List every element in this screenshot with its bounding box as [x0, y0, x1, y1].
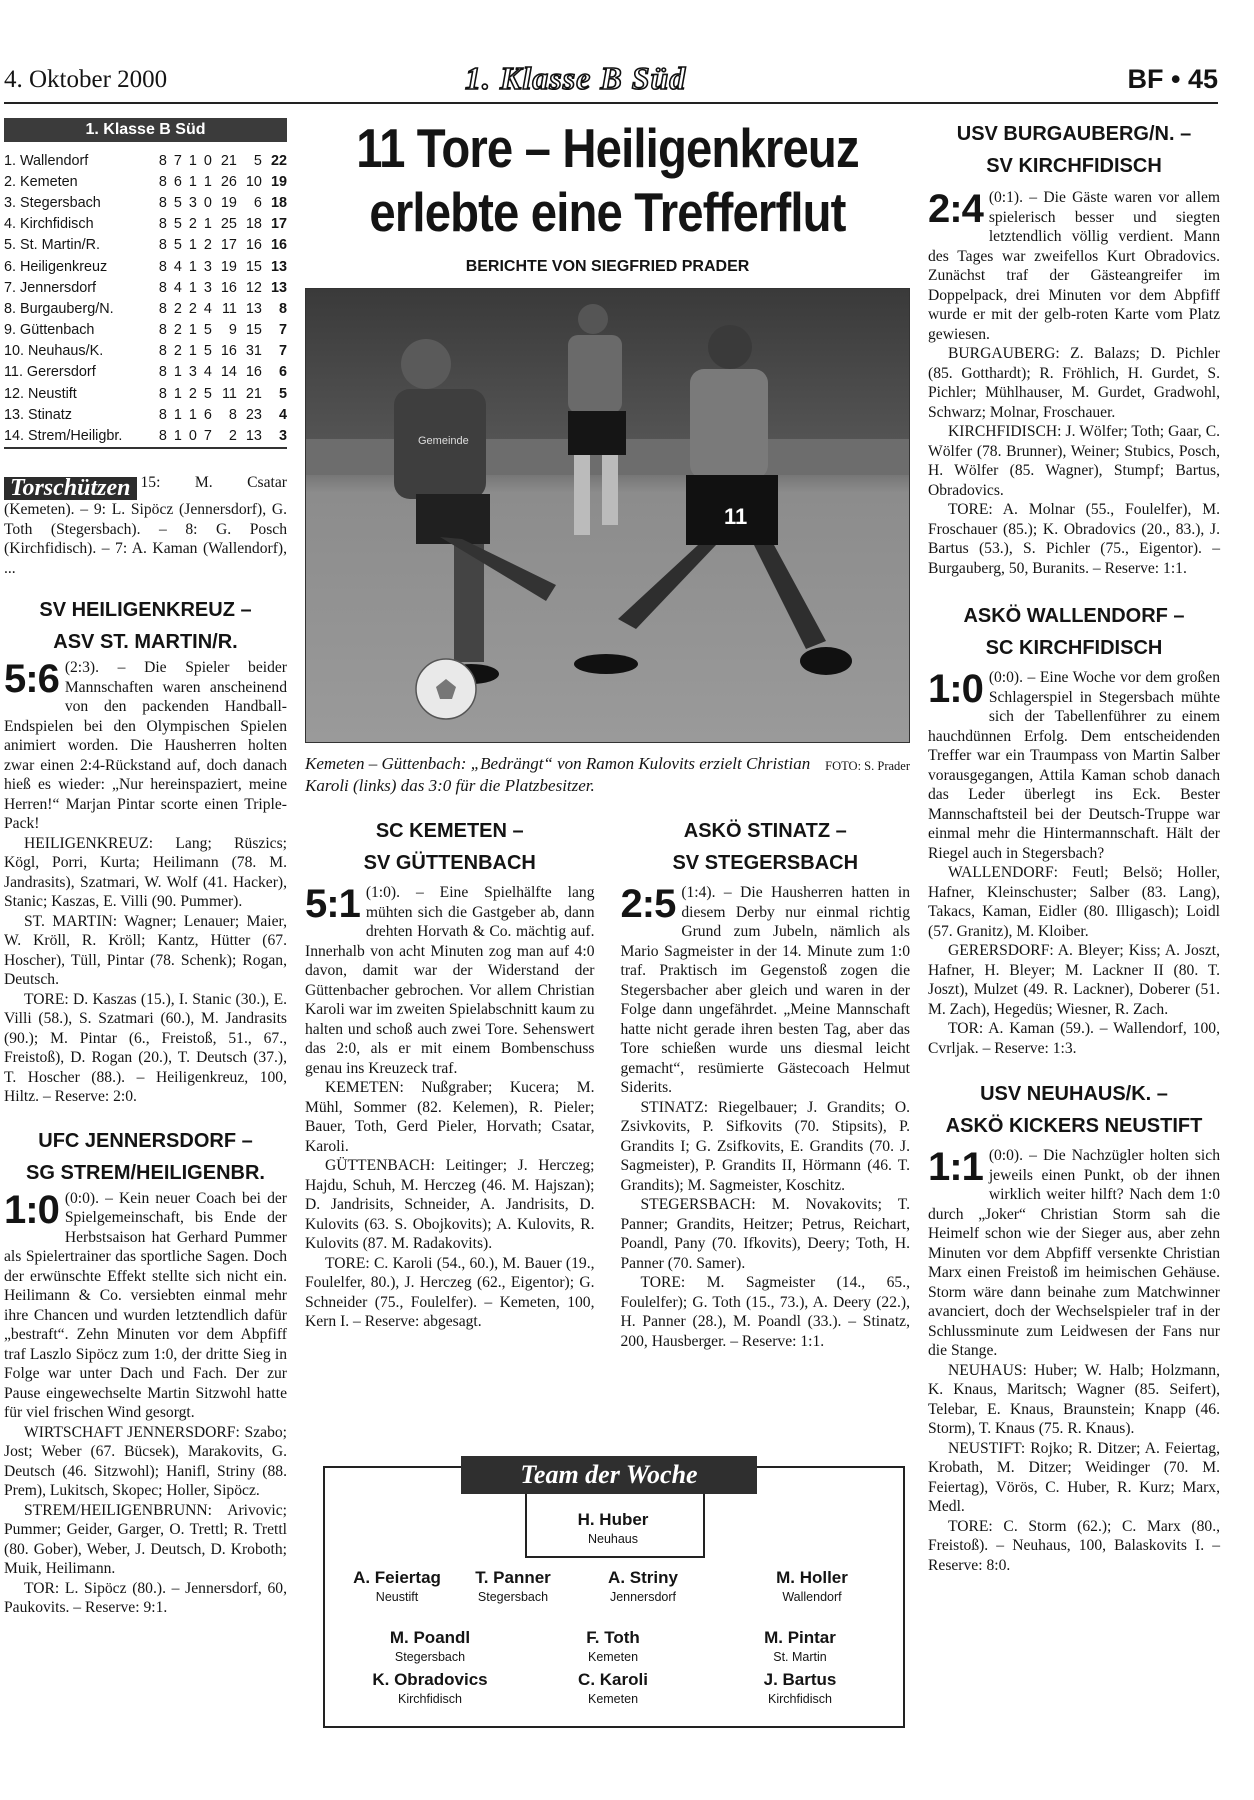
stat-cell: 26 [220, 173, 237, 190]
standings-row [4, 383, 287, 404]
report-text: (2:3). – Die Spieler beider Mannschaften waren anscheinend von den packenden Handball-Endspielen bei den Olympischen Spielen animiert worden. Die Hausherren holten zwar einen 2:4-Rückstand auf, doch danach hieß es wieder: „Nur hereinspaziert, meine Herren!“ Marjan Pintar scorte einen Triple-Pack! [4, 659, 287, 833]
match-heading-away: SV STEGERSBACH [672, 852, 859, 874]
report-text: (0:0). – Kein neuer Coach bei der Spielgemeinschaft, bis Ende der Herbstsaison hat Gerhard Pummer als Spielertrainer das sportliche Sagen. Doch der erwünschte Effekt stellte sich nicht ein. Heilimann & Co. versiebten einmal mehr ihre Chancen und wurden letztendlich dafür „bestraft“. Zehn Minuten vor dem Abpfiff traf Laszlo Sipöcz zum 1:0, der dritte Sieg in Folge war unter Dach und Fach. Der zur Pause eingewechselte Martin Sitzwohl hatte für viel frischen Wind gesorgt. [4, 1189, 287, 1422]
match-heading-home: SV HEILIGENKREUZ – [39, 599, 252, 622]
match-heading-away: SV KIRCHFIDISCH [986, 155, 1162, 177]
match-score: 1:0 [928, 667, 983, 711]
stat-cell: 1 [188, 343, 197, 360]
headline-line-1: 11 Tore – Heiligenkreuz [356, 117, 859, 179]
player-midfielder: F. Toth Kemeten [586, 1628, 640, 1664]
goals: TORE: A. Molnar (55., Foulelfer), M. Froschauer (85.); K. Obradovics (20., 83.), J. Bartus (53.), S. Pichler (75., Eigentor). – Burgauberg, 50, Buranits. – Reserve: 1:1. [928, 501, 1220, 577]
team-name: 9. Güttenbach [4, 322, 95, 339]
match-heading-away: SV GÜTTENBACH [363, 852, 536, 874]
stat-cell: 8 [158, 152, 167, 169]
stat-cell: 8 [158, 194, 167, 211]
stat-cell: 2 [188, 216, 197, 233]
player-goalkeeper: H. Huber Neuhaus [577, 1510, 649, 1546]
stat-cell: 14 [220, 364, 237, 381]
stat-cell: 4 [203, 364, 212, 381]
points: 7 [278, 322, 287, 339]
standings-row [4, 256, 287, 277]
standings-table [4, 150, 287, 449]
player-defender: T. Panner Stegersbach [475, 1568, 551, 1604]
football-players-illustration [306, 289, 910, 742]
match-photo [305, 288, 910, 743]
lineup-home: WALLENDORF: Feutl; Belsö; Holler, Hafner, Kleinschuster; Salber (83. Lang), Takacs, Kaman, Eidler (80. Illigasch); Loidl (57. Granitz), M. Kloiber. [928, 864, 1220, 940]
match-heading-away: SG STREM/HEILIGENBR. [26, 1161, 265, 1184]
stat-cell: 7 [173, 152, 182, 169]
article-heiligenkreuz [4, 594, 287, 1107]
byline: BERICHTE VON SIEGFRIED PRADER [465, 258, 750, 275]
stat-cell: 8 [228, 406, 237, 423]
top-scorers-label: Torschützen [4, 477, 137, 501]
stat-cell: 4 [203, 300, 212, 317]
stat-cell: 4 [173, 258, 182, 275]
stat-cell: 1 [203, 173, 212, 190]
stat-cell: 1 [188, 279, 197, 296]
player-forward: J. Bartus Kirchfidisch [763, 1670, 837, 1706]
article-neuhaus [928, 1078, 1220, 1575]
stat-cell: 16 [245, 237, 262, 254]
stat-cell: 7 [197, 425, 212, 447]
match-heading-away: ASV ST. MARTIN/R. [53, 631, 238, 654]
article-kemeten [305, 815, 595, 1351]
points: 13 [270, 279, 287, 296]
photo-caption [305, 753, 910, 797]
stat-cell: 5 [203, 385, 212, 402]
stat-cell: 1 [188, 406, 197, 423]
stat-cell: 1 [173, 406, 182, 423]
stat-cell: 2 [212, 425, 237, 447]
stat-cell: 8 [158, 216, 167, 233]
team-name: 7. Jennersdorf [4, 279, 96, 296]
lineup-away: STEGERSBACH: M. Novakovits; T. Panner; Grandits, Heitzer; Petrus, Reichart, Poandl, Pany (70. Ifkovits), Deery; Toth, H. Panner (70. Samer). [620, 1196, 910, 1272]
points: 7 [278, 343, 287, 360]
stat-cell: 21 [220, 152, 237, 169]
stat-cell: 6 [173, 173, 182, 190]
stat-cell: 2 [173, 322, 182, 339]
lineup-away: STREM/HEILIGENBRUNN: Arivovic; Pummer; Geider, Garger, O. Trettl; R. Trettl (80. Gober), Weber, J. Deutsch, D. Kroboth; Muik, Heilimann. [4, 1501, 287, 1578]
standings-row [4, 277, 287, 298]
points: 8 [278, 300, 287, 317]
page-number: BF • 45 [1127, 64, 1218, 94]
lineup-home: BURGAUBERG: Z. Balazs; D. Pichler (85. Gotthardt); R. Fröhlich, H. Gurdet, S. Pichler; Mühlhauser, M. Gurdet, Gradwohl, Schwarz; Molnar, Froschauer. [928, 345, 1220, 421]
stat-cell: 2 [173, 343, 182, 360]
stat-cell: 5 [203, 343, 212, 360]
stat-cell: 11 [221, 300, 237, 317]
stat-cell: 18 [245, 216, 262, 233]
standings-row [4, 214, 287, 235]
player-defender: M. Holler Wallendorf [776, 1568, 848, 1604]
football [416, 659, 476, 719]
stat-cell: 21 [245, 385, 262, 402]
stat-cell: 1 [188, 152, 197, 169]
standings-title: 1. Klasse B Süd [4, 118, 287, 142]
lineup-away: KIRCHFIDISCH: J. Wölfer; Toth; Gaar, C. Wölfer (78. Brunner), Weiner; Stubics, Posch, H. Wölfer (85. Wagner), Stumpf; Bartus, Obradovics. [928, 423, 1220, 499]
left-column [4, 118, 287, 1618]
caption-text: Kemeten – Güttenbach: „Bedrängt“ von Ramon Kulovits erzielt Christian Karoli (links) das 3:0 für die Platzbesitzer. [305, 754, 811, 795]
stat-cell: 2 [188, 385, 197, 402]
stat-cell: 12 [245, 279, 262, 296]
points: 17 [270, 216, 287, 233]
stat-cell: 5 [173, 194, 182, 211]
player-midfielder: M. Poandl Stegersbach [389, 1628, 471, 1664]
stat-cell: 13 [237, 425, 262, 447]
top-scorers [4, 473, 287, 579]
standings-row [4, 150, 287, 171]
player-defender: A. Striny Jennersdorf [608, 1568, 678, 1604]
lineup-home: NEUHAUS: Huber; W. Halb; Holzmann, K. Knaus, Maritsch; Wagner (85. Seifert), Telebar, E. Knaus, Braunstein; Knapp (46. Storm), T. Knaus (75. R. Knaus). [928, 1361, 1220, 1437]
stat-cell: 8 [152, 425, 167, 447]
article-burgauberg [928, 118, 1220, 578]
stat-cell: 2 [173, 300, 182, 317]
stat-cell: 1 [167, 425, 182, 447]
lineup-away: NEUSTIFT: Rojko; R. Ditzer; A. Feiertag, Krobath, M. Ditzer; Weidinger (70. M. Feiertag), Vörös, C. Huber, R. Kurz; Marx, Medl. [928, 1439, 1220, 1515]
team-of-the-week-title: Team der Woche [461, 1456, 757, 1494]
stat-cell: 15 [245, 258, 262, 275]
stat-cell: 1 [188, 173, 197, 190]
team-name: 11. Gerersdorf [4, 364, 96, 381]
match-score: 5:1 [305, 882, 360, 926]
team-name: 14. Strem/Heiligbr. [4, 425, 152, 447]
match-heading-home: SC KEMETEN – [375, 820, 524, 842]
match-heading-away: ASKÖ KICKERS NEUSTIFT [945, 1115, 1203, 1137]
stat-cell: 8 [158, 279, 167, 296]
standings-row [4, 171, 287, 192]
team-name: 3. Stegersbach [4, 194, 101, 211]
player-forward: C. Karoli Kemeten [578, 1670, 648, 1706]
center-articles [305, 815, 910, 1351]
match-score: 5:6 [4, 657, 59, 702]
player-midfielder: M. Pintar St. Martin [764, 1628, 836, 1664]
goals: TORE: D. Kaszas (15.), I. Stanic (30.), E. Villi (58.), S. Szatmari (60.), M. Jandrasits (90.); M. Pintar (6., Freistoß, 51., 67., Freistoß), D. Rogan (20.), T. Deutsch (37.), T. Hoscher (88.). – Heiligenkreuz, 100, Hiltz. – Reserve: 2:0. [4, 990, 287, 1106]
headline-line-2: erlebte eine Trefferflut [369, 181, 846, 243]
standings-row [4, 362, 287, 383]
match-heading-home: USV NEUHAUS/K. – [980, 1083, 1168, 1105]
stat-cell: 1 [188, 237, 197, 254]
stat-cell: 16 [220, 343, 237, 360]
team-name: 2. Kemeten [4, 173, 78, 190]
standings-row [4, 341, 287, 362]
player-forward: K. Obradovics Kirchfidisch [372, 1670, 488, 1706]
goals: TOR: L. Sipöcz (80.). – Jennersdorf, 60, Paukovits. – Reserve: 9:1. [4, 1579, 287, 1617]
team-name: 8. Burgauberg/N. [4, 300, 114, 317]
shirt-sponsor: Gemeinde [418, 435, 469, 447]
lineup-away: GERERSDORF: A. Bleyer; Kiss; A. Joszt, Hafner, H. Bleyer; M. Lackner II (80. T. Joszt), Mulzet (49. R. Lackner), Doberer (51. M. Zach), Hegedüs; Wiesner, R. Zach. [928, 942, 1220, 1018]
stat-cell: 15 [245, 322, 262, 339]
team-name: 13. Stinatz [4, 406, 72, 423]
stat-cell: 1 [173, 364, 182, 381]
points: 4 [278, 406, 287, 423]
issue-date: 4. Oktober 2000 [4, 66, 168, 93]
article-stinatz [621, 815, 911, 1351]
lineup-away: GÜTTENBACH: Leitinger; J. Herczeg; Hajdu, Schuh, M. Herczeg (46. M. Hajszan); D. Jandrisits, Schneider, A. Jandrisits, D. Kulovits (63. S. Obojkovits); A. Kulovits, R. Kulovits (87. M. Radakovits). [305, 1157, 595, 1252]
stat-cell: 4 [173, 279, 182, 296]
lineup-home: STINATZ: Riegelbauer; J. Grandits; O. Zsivkovits, P. Sifkovits (70. Stipsits), P. Grandits I; G. Zsifkovits, E. Grandits (70. J. Sagmeister), P. Grandits II, Hörmann (46. T. Grandits); M. Sagmeister, Koschitz. [620, 1098, 910, 1194]
points: 22 [270, 152, 287, 169]
points: 13 [270, 258, 287, 275]
team-name: 4. Kirchfidisch [4, 216, 94, 233]
stat-cell: 2 [203, 237, 212, 254]
points: 19 [270, 173, 287, 190]
article-jennersdorf [4, 1125, 287, 1618]
stat-cell: 13 [245, 300, 262, 317]
report-text: (1:0). – Eine Spielhälfte lang mühten sich die Gastgeber ab, dann drehten Horvath & Co. mächtig auf. Innerhalb von acht Minuten zog man auf 4:0 davon, damit war der Widerstand der Güttenbacher gebrochen. Vor allem Christian Karoli war im zweiten Spielabschnitt kaum zu halten und schoß auch zwei Tore. Sehenswert das 2:0, als er mit einem Bombenschuss genau ins Kreuzeck traf. [305, 884, 595, 1077]
stat-cell: 23 [245, 406, 262, 423]
lineup-home: HEILIGENKREUZ: Lang; Rüszics; Kögl, Porri, Kurta; Heilimann (78. M. Jandrasits), Szatmari, W. Wolf (41. Hacker), Stanic; Kaszas, E. Villi (90. Pummer). [4, 834, 287, 911]
points: 3 [262, 425, 287, 447]
stat-cell: 3 [188, 364, 197, 381]
team-name: 5. St. Martin/R. [4, 237, 100, 254]
match-score: 2:5 [620, 882, 676, 926]
stat-cell: 1 [188, 258, 197, 275]
team-of-the-week [323, 1460, 905, 1728]
match-heading-home: ASKÖ WALLENDORF – [963, 605, 1185, 627]
report-text: (0:1). – Die Gäste waren vor allem spielerisch besser und siegten letztendlich völlig verdient. Mann des Tages war zweifellos Kurt Obradovics. Zunächst traf der Gästeangreifer im Doppelpack, drei Minuten vor dem Abpfiff wurde er mit der gelb-roten Karte vom Platz gewiesen. [928, 189, 1220, 343]
standings-row [4, 235, 287, 256]
right-column [928, 118, 1220, 1575]
stat-cell: 0 [203, 194, 212, 211]
header-rule [4, 102, 1218, 104]
lineup-home: KEMETEN: Nußgraber; Kucera; M. Mühl, Sommer (82. Kelemen), R. Pieler; Bauer, Toth, Gerd Pieler, Horvath; Csatar, Karoli. [305, 1079, 595, 1155]
lineup-away: ST. MARTIN: Wagner; Lenauer; Maier, W. Kröll, R. Kröll; Kantz, Hütter (67. Hoscher), Tüll, Pintar (78. Schenk); Rogan, Deutsch. [4, 912, 287, 989]
match-score: 2:4 [928, 187, 983, 231]
stat-cell: 8 [158, 258, 167, 275]
points: 5 [278, 385, 287, 402]
stat-cell: 5 [173, 216, 182, 233]
stat-cell: 8 [158, 173, 167, 190]
standings-row [4, 425, 287, 447]
points: 18 [270, 194, 287, 211]
points: 16 [270, 237, 287, 254]
match-score: 1:0 [4, 1187, 59, 1232]
stat-cell: 10 [245, 173, 262, 190]
report-text: (0:0). – Eine Woche vor dem großen Schlagerspiel in Stegersbach mühte sich der Tabellenführer zu einem hauchdünnen Erfolg. Dem entscheidenden Treffer war ein Traumpass von Martin Salber vorausgegangen, Attila Kaman schob danach das Leder überlegt ins Eck. Bester Mannschaftsteil bei der Deutsch-Truppe war einmal mehr die Hintermannschaft. Hält der Riegel auch in Stegersbach? [928, 669, 1220, 862]
standings-row [4, 404, 287, 425]
stat-cell: 8 [158, 406, 167, 423]
stat-cell: 6 [253, 194, 262, 211]
stat-cell: 2 [188, 300, 197, 317]
article-wallendorf [928, 600, 1220, 1058]
stat-cell: 1 [188, 322, 197, 339]
standings-row [4, 298, 287, 319]
team-name: 12. Neustift [4, 385, 77, 402]
goals: TORE: C. Karoli (54., 60.), M. Bauer (19., Foulelfer, 80.), J. Herczeg (62., Eigentor); G. Schneider (75., Foulelfer). – Kemeten, 100, Kern I. – Reserve: abgesagt. [305, 1254, 595, 1330]
stat-cell: 3 [203, 258, 212, 275]
photo-credit: FOTO: S. Prader [825, 759, 910, 773]
match-score: 1:1 [928, 1145, 983, 1189]
stat-cell: 0 [182, 425, 197, 447]
player-defender: A. Feiertag Neustift [353, 1568, 441, 1604]
stat-cell: 8 [158, 364, 167, 381]
section-title: 1. Klasse B Süd [465, 60, 687, 96]
stat-cell: 16 [220, 279, 237, 296]
stat-cell: 19 [220, 194, 237, 211]
stat-cell: 0 [203, 152, 212, 169]
report-text: (0:0). – Die Nachzügler holten sich jeweils einen Punkt, ob der ihnen wirklich weiter hilft? Nach dem 1:0 durch „Joker“ Christian Storm sah die Heimelf schon wie der Sieger aus, aber zehn Minuten vor dem Abpfiff versenkte Christian Marx einen Freistoß im heimischen Gehäuse. Storm wäre dann beinahe zum Matchwinner avanciert, doch der Wechselspieler traf in der Schlussminute zum Leidwesen der Fans nur die Stange. [928, 1147, 1220, 1359]
lineup-home: WIRTSCHAFT JENNERSDORF: Szabo; Jost; Weber (67. Bücsek), Marakovits, G. Deutsch (46. Sitzwohl); Hanifl, Striny (88. Prem), Lukitsch, Skopec; Holler, Sipöcz. [4, 1423, 287, 1500]
stat-cell: 8 [158, 237, 167, 254]
stat-cell: 3 [188, 194, 197, 211]
report-text: (1:4). – Die Hausherren hatten in diesem Derby nur einmal richtig Grund zum Jubeln, nämlich als Mario Sagmeister in der 14. Minute zum 1:0 traf. Praktisch im Gegenstoß zogen die Stegersbacher aber gleich und waren in der Folge dann ungefährdet. „Meine Mannschaft hatte nicht gerade ihren besten Tag, aber das Tore schießen wurde uns diesmal leicht gemacht“, resümierte Gästecoach Helmut Siderits. [620, 884, 910, 1096]
center-column [305, 118, 910, 1351]
goals: TORE: C. Storm (62.); C. Marx (80., Freistoß). – Neuhaus, 100, Balaskovits I. – Reserve: 8:0. [928, 1517, 1220, 1574]
team-name: 1. Wallendorf [4, 152, 89, 169]
goals: TORE: M. Sagmeister (14., 65., Foulelfer); G. Toth (15., 73.), A. Deery (22.), H. Panner (28.), M. Poandl (33.). – Stinatz, 200, Hausberger. – Reserve: 1:1. [620, 1274, 910, 1350]
stat-cell: 8 [158, 343, 167, 360]
match-heading-home: ASKÖ STINATZ – [683, 820, 847, 842]
stat-cell: 31 [245, 343, 262, 360]
team-name: 10. Neuhaus/K. [4, 343, 104, 360]
stat-cell: 17 [220, 237, 237, 254]
stat-cell: 16 [245, 364, 262, 381]
stat-cell: 5 [203, 322, 212, 339]
standings-row [4, 320, 287, 341]
stat-cell: 8 [158, 300, 167, 317]
match-heading-home: USV BURGAUBERG/N. – [956, 123, 1192, 145]
stat-cell: 9 [228, 322, 237, 339]
match-heading-home: UFC JENNERSDORF – [38, 1129, 253, 1152]
stat-cell: 8 [158, 322, 167, 339]
stat-cell: 8 [158, 385, 167, 402]
stat-cell: 3 [203, 279, 212, 296]
stat-cell: 1 [203, 216, 212, 233]
stat-cell: 19 [220, 258, 237, 275]
goals: TOR: A. Kaman (59.). – Wallendorf, 100, Cvrljak. – Reserve: 1:3. [928, 1020, 1220, 1057]
stat-cell: 1 [173, 385, 182, 402]
stat-cell: 5 [173, 237, 182, 254]
team-name: 6. Heiligenkreuz [4, 258, 108, 275]
points: 6 [278, 364, 287, 381]
top-scorers-text: 15: M. Csatar (Kemeten). – 9: L. Sipöcz (Jennersdorf), G. Toth (Stegersbach). – 8: G. Posch (Kirchfidisch). – 7: A. Kaman (Wallendorf), ... [4, 473, 287, 577]
stat-cell: 11 [221, 385, 237, 402]
standings-row [4, 192, 287, 213]
stat-cell: 25 [220, 216, 237, 233]
jersey-number: 11 [724, 504, 748, 529]
match-heading-away: SC KIRCHFIDISCH [985, 637, 1163, 659]
stat-cell: 6 [203, 406, 212, 423]
stat-cell: 5 [253, 152, 262, 169]
headline [347, 116, 867, 244]
